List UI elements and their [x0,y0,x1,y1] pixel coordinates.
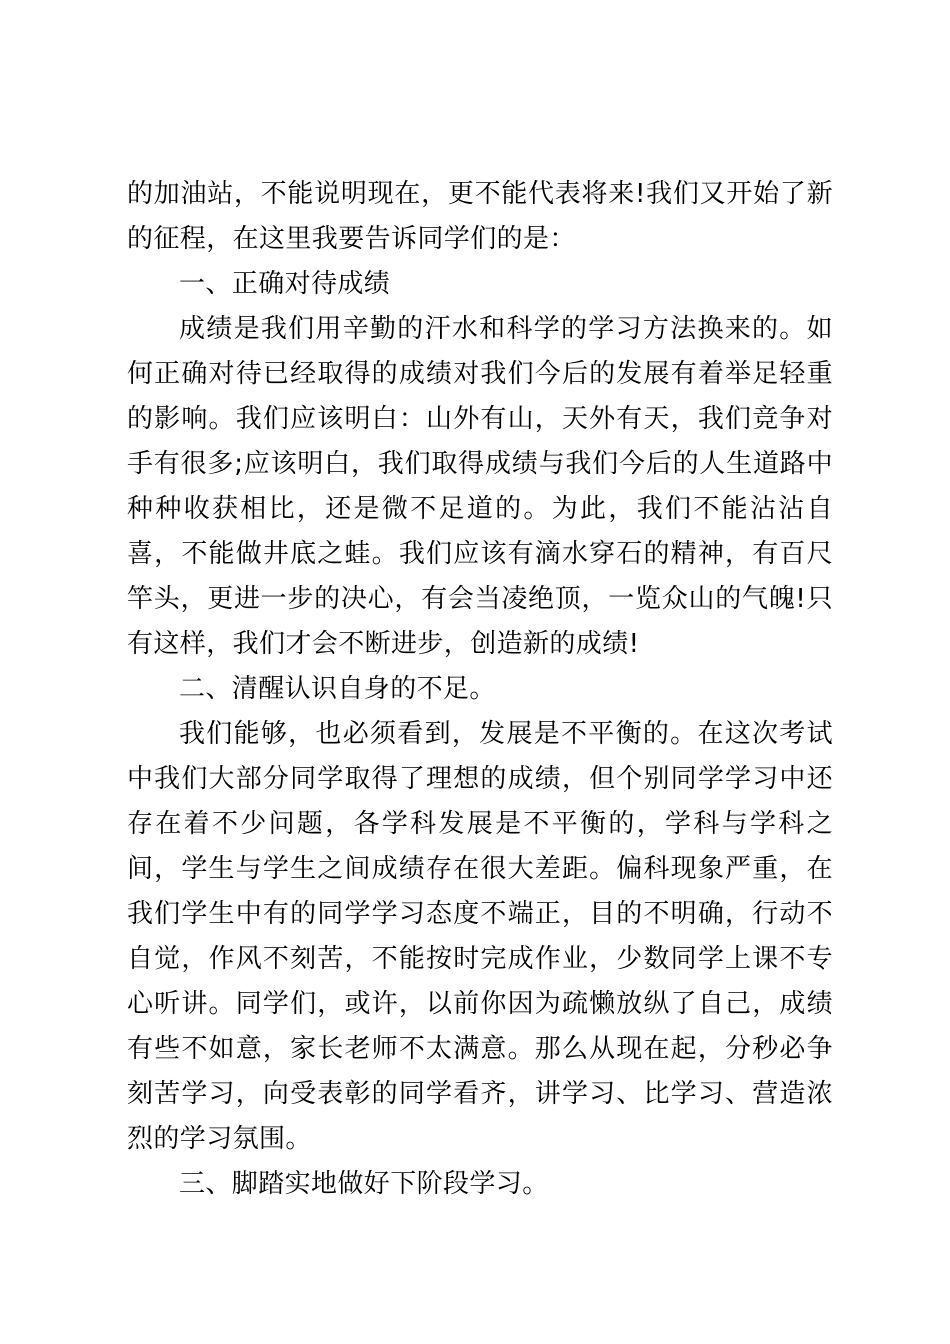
paragraph-continuation: 的加油站，不能说明现在，更不能代表将来!我们又开始了新的征程，在这里我要告诉同学们的是： [127,179,833,254]
section-heading-3: 三、脚踏实地做好下阶段学习。 [179,1169,549,1199]
section-heading-2: 二、清醒认识自身的不足。 [179,674,496,704]
paragraph-achievements: 成绩是我们用辛勤的汗水和科学的学习方法换来的。如何正确对待已经取得的成绩对我们今后的发展有着举足轻重的影响。我们应该明白：山外有山，天外有天，我们竞争对手有很多;应该明白，我们取得成绩与我们今后的人生道路中种种收获相比，还是微不足道的。为此，我们不能沾沾自喜，不能做井底之蛙。我们应该有滴水穿石的精神，有百尺竿头，更进一步的决心，有会当凌绝顶，一览众山的气魄!只有这样，我们才会不断进步，创造新的成绩! [127,314,833,659]
document-page [127,172,833,1207]
section-heading-1: 一、正确对待成绩 [179,269,391,299]
paragraph-shortcomings: 我们能够，也必须看到，发展是不平衡的。在这次考试中我们大部分同学取得了理想的成绩，但个别同学学习中还存在着不少问题，各学科发展是不平衡的，学科与学科之间，学生与学生之间成绩存在很大差距。偏科现象严重，在我们学生中有的同学学习态度不端正，目的不明确，行动不自觉，作风不刻苦，不能按时完成作业，少数同学上课不专心听讲。同学们，或许，以前你因为疏懒放纵了自己，成绩有些不如意，家长老师不太满意。那么从现在起，分秒必争刻苦学习，向受表彰的同学看齐，讲学习、比学习、营造浓烈的学习氛围。 [127,719,833,1154]
